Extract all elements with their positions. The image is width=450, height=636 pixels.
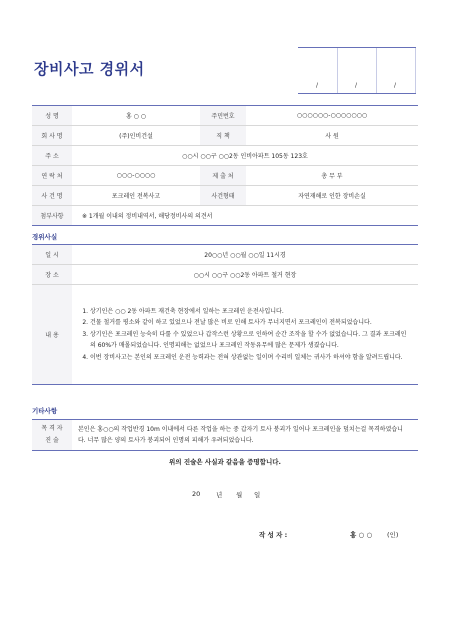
list-item: 1. 상기인은 ○○ 2동 아파트 재건축 현장에서 일하는 포크레인 운전사입니다. — [90, 306, 408, 318]
datetime-label: 일 시 — [32, 245, 72, 265]
other-table — [32, 419, 418, 451]
circumstances-table — [32, 244, 418, 385]
approval-date-mark: / — [394, 82, 397, 89]
witness-label — [32, 420, 72, 451]
place-label: 장 소 — [32, 265, 72, 285]
witness-value: 본인은 홍○○의 작업반경 10m 이내에서 다른 작업을 하는 중 갑자기 토사 붕괴가 일어나 포크레인을 덮치는걸 목격하였습니다. 너무 많은 양의 토사가 붕괴되어 인명의 피해가 우려되었습니다. — [72, 420, 418, 451]
accident-name-value: 포크레인 전복사고 — [72, 186, 200, 206]
submit-value: 총 무 부 — [246, 166, 418, 186]
company-label: 회 사 명 — [32, 126, 72, 146]
accident-type-label: 사건형태 — [200, 186, 246, 206]
info-table — [32, 105, 418, 226]
name-label: 성 명 — [32, 106, 72, 126]
address-label: 주 소 — [32, 146, 72, 166]
date-year: 20 — [192, 490, 201, 498]
company-value: (주)인비건설 — [72, 126, 200, 146]
content-label: 내 용 — [32, 285, 72, 385]
list-item: 4. 이번 장비사고는 본인의 포크레인 운전 능력과는 전혀 상관없는 일이며 수리비 일체는 귀사가 하셔야 함을 알려드립니다. — [90, 352, 408, 364]
date-month-unit: 월 — [236, 491, 243, 499]
attach-label: 첨부사항 — [32, 206, 72, 226]
approval-box — [298, 47, 416, 89]
datetime-value: 20○○년 ○○월 ○○일 11시경 — [72, 245, 418, 265]
approval-date-mark: / — [355, 82, 358, 89]
witness-label-line: 진 술 — [45, 437, 59, 444]
position-value: 사 원 — [246, 126, 418, 146]
accident-name-label: 사 건 명 — [32, 186, 72, 206]
content-cell — [72, 285, 418, 385]
list-item: 2. 건물 철거를 평소와 같이 하고 있었으나 전날 많은 비로 인해 토사가 무너지면서 포크레인이 전복되었습니다. — [90, 317, 408, 329]
contact-label: 연 락 처 — [32, 166, 72, 186]
content-list — [78, 306, 408, 364]
document-title: 장비사고 경위서 — [34, 60, 145, 78]
list-item: 3. 상기인은 포크레인 능숙히 다룰 수 있었으나 갑작스런 상황으로 인하여 순간 조작을 할 수가 없었습니다. 그 결과 포크레인의 60%가 매몰되었습니다. 인명피해는 없었으나 포크레인 작동유무에 많은 문제가 생겼습니다. — [90, 329, 408, 352]
place-value: ○○시 ○○구 ○○2동 아파트 철거 현장 — [72, 265, 418, 285]
other-heading: 기타사항 — [32, 407, 58, 415]
circumstances-heading: 경위사실 — [32, 233, 58, 241]
accident-type-value: 자연재해로 인한 장비손실 — [246, 186, 418, 206]
contact-value: ○○○-○○○○ — [72, 166, 200, 186]
witness-label-line: 목 격 자 — [41, 425, 63, 432]
date-day-unit: 일 — [254, 491, 261, 499]
submit-label: 제 출 처 — [200, 166, 246, 186]
attach-value: ※ 1개월 이내의 정비내역서, 해당정비사의 의견서 — [72, 206, 418, 226]
position-label: 직 책 — [200, 126, 246, 146]
statement: 위의 진술은 사실과 같음을 증명합니다. — [169, 458, 281, 466]
date-year-unit: 년 — [216, 491, 223, 499]
rrn-label: 주민번호 — [200, 106, 246, 126]
approval-bottom-rule — [298, 93, 416, 94]
rrn-value: ○○○○○○-○○○○○○○ — [246, 106, 418, 126]
signature-label: 작 성 자 : — [259, 531, 288, 539]
signature-name: 홍 ○ ○ — [350, 531, 373, 539]
approval-date-mark: / — [316, 82, 319, 89]
signature-seal: (인) — [387, 531, 399, 539]
name-value: 홍 ○ ○ — [72, 106, 200, 126]
address-value: ○○시 ○○구 ○○2동 인비아파트 105동 123호 — [72, 146, 418, 166]
